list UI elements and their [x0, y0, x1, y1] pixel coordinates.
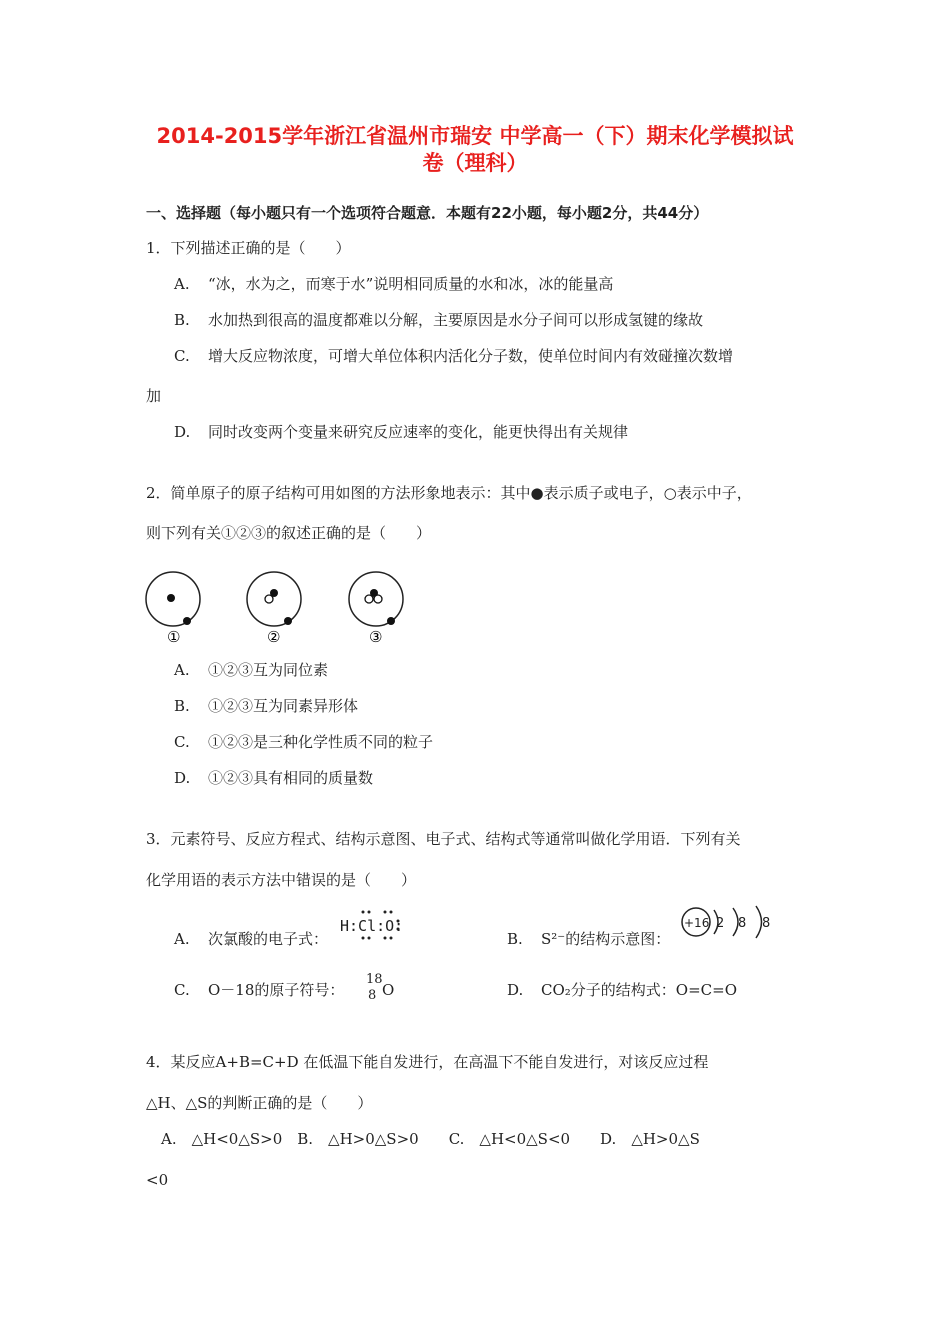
sulfide-ion-diagram [676, 904, 780, 940]
atom-label-3: ③ [369, 628, 383, 646]
q4-stem-line1: 4．某反应A+B=C+D 在低温下能自发进行，在高温下不能自发进行，对该反应过程 [146, 1053, 709, 1071]
option-text: 同时改变两个变量来研究反应速率的变化，能更快得出有关规律 [208, 423, 629, 441]
atom-diagram-2 [247, 572, 301, 646]
q1-option-c [174, 346, 733, 366]
atom-structure-figure [140, 566, 420, 648]
hclo-electron-formula [336, 907, 408, 943]
q2-stem-line1: 2．简单原子的原子结构可用如图的方法形象地表示：其中●表示质子或电子，○表示中子， [146, 484, 752, 502]
atom-label-2: ② [267, 628, 281, 646]
shell-1-electrons: 2 [716, 916, 725, 931]
atomic-number: 8 [368, 988, 377, 1003]
shell-3-electrons: 8 [762, 916, 771, 931]
q2-stem-line2: 则下列有关①②③的叙述正确的是（ ） [146, 524, 432, 542]
q4-options-continued: <0 [146, 1171, 169, 1189]
q3-option-b [507, 929, 670, 949]
shell-2-electrons: 8 [738, 916, 747, 931]
option-letter: A. [174, 930, 190, 948]
mass-number: 18 [366, 972, 383, 987]
option-text: 次氯酸的电子式： [208, 930, 329, 948]
option-text: ①②③是三种化学性质不同的粒子 [208, 733, 434, 751]
oxygen-18-symbol [362, 968, 398, 1004]
q1-option-d [174, 422, 628, 442]
q3-option-c [174, 980, 344, 1000]
doc-title-line1: 2014-2015学年浙江省温州市瑞安 中学高一（下）期末化学模拟试 [156, 124, 794, 148]
option-text: 水加热到很高的温度都难以分解，主要原因是水分子间可以形成氢键的缘故 [208, 311, 704, 329]
q1-option-c-continued: 加 [146, 387, 162, 405]
doc-title-line2: 卷（理科） [422, 151, 528, 175]
q4-options: A. △H<0△S>0 B. △H>0△S>0 C. △H<0△S<0 D. △H>0△S [146, 1130, 700, 1148]
q3-stem-line2: 化学用语的表示方法中错误的是（ ） [146, 871, 417, 889]
q4-stem-line2: △H、△S的判断正确的是（ ） [146, 1094, 373, 1112]
option-letter: B. [174, 311, 190, 329]
atom-diagram-1 [146, 572, 200, 646]
q1-option-a [174, 274, 613, 294]
option-text: 增大反应物浓度，可增大单位体积内活化分子数，使单位时间内有效碰撞次数增 [208, 347, 734, 365]
option-letter: C. [174, 347, 190, 365]
q1-option-b [174, 310, 703, 330]
nucleus-charge: +16 [684, 916, 710, 930]
option-letter: C. [174, 981, 190, 999]
option-text: S²⁻的结构示意图： [541, 930, 671, 948]
option-letter: B. [174, 697, 190, 715]
q1-stem: 1．下列描述正确的是（ ） [146, 239, 351, 257]
option-letter: D. [507, 981, 524, 999]
option-letter: A. [174, 275, 190, 293]
q2-option-d [174, 768, 373, 788]
option-text: O－18的原子符号： [208, 981, 345, 999]
option-text: CO₂分子的结构式：O=C=O [541, 981, 737, 999]
q2-option-b [174, 696, 358, 716]
option-letter: B. [507, 930, 523, 948]
option-text: ①②③互为同素异形体 [208, 697, 359, 715]
q2-option-a [174, 660, 328, 680]
q2-option-c [174, 732, 433, 752]
option-letter: D. [174, 769, 191, 787]
atom-label-1: ① [167, 628, 181, 646]
option-text: ①②③互为同位素 [208, 661, 329, 679]
option-text: “冰，水为之，而寒于水”说明相同质量的水和冰，冰的能量高 [208, 275, 614, 293]
element-symbol: O [382, 981, 395, 999]
section-heading: 一、选择题（每小题只有一个选项符合题意．本题有22小题，每小题2分，共44分） [146, 204, 709, 222]
q3-option-d [507, 980, 737, 1000]
option-letter: D. [174, 423, 191, 441]
option-letter: A. [174, 661, 190, 679]
q3-stem-line1: 3．元素符号、反应方程式、结构示意图、电子式、结构式等通常叫做化学用语．下列有关 [146, 830, 741, 848]
hclo-formula-text: H:Cl:O: [340, 917, 404, 935]
atom-diagram-3 [349, 572, 403, 646]
option-text: ①②③具有相同的质量数 [208, 769, 374, 787]
q3-option-a [174, 929, 328, 949]
option-letter: C. [174, 733, 190, 751]
